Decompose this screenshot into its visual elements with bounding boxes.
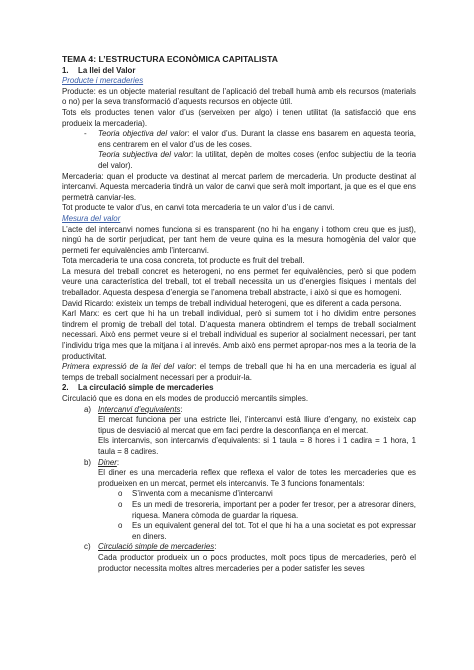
paragraph-producte: Producte: es un objecte material resultant de l’aplicació del treball humà amb els recursos (materials o no) per la seva transformació d’aquests recursos en objecte útil. (62, 86, 416, 107)
list-item-diner-2: o Es un medi de tresoreria, important per a poder fer tresor, per a atresorar diners, riquesa. Manera còmoda de guardar la riquesa. (118, 499, 416, 520)
text-teoria-objectiva: : el valor d’us. Durant la classe ens basarem en aquesta teoria, ens centrarem en el valor d’us de les coses. (98, 129, 416, 149)
paragraph-karl-marx: Karl Marx: es cert que hi ha un treball individual, però si sumem tot i ho dividim entre persones tindrem el promig de treball del total. D’aquesta manera obtindrem el temps de treball socialment necessari. Això ens permet veure si el treball individual es superior al socialment necessari, per tant l’individu triga mes que la mitjana i al inrevés. Amb això ens permet apropar-nos mes a la teoria de la productivitat. (62, 309, 416, 361)
paragraph-valor-us: Tots els productes tenen valor d’us (serveixen per algo) i tenen utilitat (la satisfacció que ens produeix la mercaderia). (62, 107, 416, 128)
list-item-teoria-objectiva (62, 129, 416, 150)
label-circulacio-simple: Circulació simple de mercaderies (98, 542, 215, 552)
list-item-b: b) Diner: (84, 457, 120, 467)
paragraph-equivalents: Els intercanvis, son intercanvis d’equivalents: si 1 taula = 8 hores i 1 cadira = 1 hora, 1 taula = 8 cadires. (98, 436, 416, 456)
list-item-diner-3: o Es un equivalent general del tot. Tot el que hi ha a una societat es pot expressar en diners. (118, 521, 416, 541)
list-item-a: a) Intercanvi d’equivalents: (84, 404, 183, 414)
subheading-mesura-valor: Mesura del valor (62, 213, 121, 223)
list-marker-a: a) (84, 404, 92, 414)
list-marker-b: b) (84, 457, 92, 467)
section-1-heading (62, 66, 416, 77)
section-2-number: 2. (62, 383, 69, 393)
document-title: TEMA 4: L’ESTRUCTURA ECONÒMICA CAPITALISTA (62, 54, 278, 64)
list-item-c: c) Circulació simple de mercaderies: (84, 542, 217, 552)
paragraph-mercaderia: Mercaderia: quan el producte va destinat al mercat parlem de mercaderia. Un producte destinat al intercanvi. Aquesta mercaderia tindrà un valor de canvi que serà molt important, ja que es el que ens permetrà canviar-les. (62, 171, 416, 202)
paragraph-valor-canvi: Tot producte te valor d’us, en canvi tota mercaderia te un valor d’us i de canvi. (62, 203, 335, 213)
paragraph-intercanvi: L’acte del intercanvi nomes funciona si es transparent (no hi ha engany i tothom creu que es just), ningú ha de sortir perjudicat, per tant hem de veure quina es la mesura homogènia del valor que permeti fer equivalències amb l’intercanvi. (62, 224, 416, 255)
text-teoria-subjectiva: : la utilitat, depèn de moltes coses (enfoc subjectiu de la teoria del valor). (98, 150, 416, 170)
paragraph-circulacio: Circulació que es dona en els modes de producció mercantils simples. (62, 394, 309, 403)
section-1-number: 1. (62, 65, 69, 75)
label-diner: Diner (98, 457, 117, 467)
text-primera-expressio: : el temps de treball que hi ha en una mercaderia es igual al temps de treball socialment necessari per a produir-la. (62, 362, 416, 382)
list-item-diner-1: o S’inventa com a mecanisme d’intercanvi (118, 489, 273, 499)
section-2-title: La circulació simple de mercaderies (78, 383, 214, 393)
paragraph-treball: Tota mercaderia te una cosa concreta, tot producte es fruit del treball. (62, 256, 305, 266)
label-intercanvi-equivalents: Intercanvi d’equivalents (98, 404, 181, 414)
paragraph-diner: El diner es una mercaderia reflex que reflexa el valor de totes les mercaderies que es produeixen en un mercat, permet els intercanvis. Te 3 funcions fonamentals: (98, 468, 416, 488)
term-teoria-subjectiva: Teoria subjectiva del valor (98, 150, 191, 160)
section-1-title: La llei del Valor (78, 65, 136, 75)
paragraph-treball-abstracte: La mesura del treball concret es heterogeni, no ens permet fer equivalències, però si que podem veure una característica del treball, tot el treball necessita un us d’energies físiques i mentals del treballador. Aquesta despesa d’energia se l’anomena treball abstracte, i això si que es homogeni. (62, 266, 416, 298)
list-item-teoria-subjectiva (62, 150, 416, 171)
subheading-producte: Producte i mercaderies (62, 76, 144, 86)
paragraph-primera-expressio (62, 362, 416, 383)
term-primera-expressio: Primera expressió de la llei del valor (62, 362, 195, 372)
paragraph-mercat-llei: El mercat funciona per una estricte llei, l’intercanvi està lliure d’engany, no existeix cap tipus de desviació al mercat que em faci perdre la desconfiança en el mercat. (98, 415, 416, 435)
circle-bullet: o (118, 521, 123, 531)
paragraph-productor: Cada productor produeix un o pocs productes, molt pocs tipus de mercaderies, però el productor necessita moltes altres mercaderies per a poder satisfer les seves (98, 552, 416, 573)
dash-bullet: - (84, 129, 87, 139)
list-marker-c: c) (84, 542, 91, 552)
circle-bullet: o (118, 489, 123, 499)
paragraph-david-ricardo: David Ricardo: existeix un temps de treball individual heterogeni, que es diferent a cada persona. (62, 298, 402, 308)
section-2-heading (62, 383, 416, 394)
circle-bullet: o (118, 499, 123, 509)
term-teoria-objectiva: Teoria objectiva del valor (98, 129, 188, 139)
